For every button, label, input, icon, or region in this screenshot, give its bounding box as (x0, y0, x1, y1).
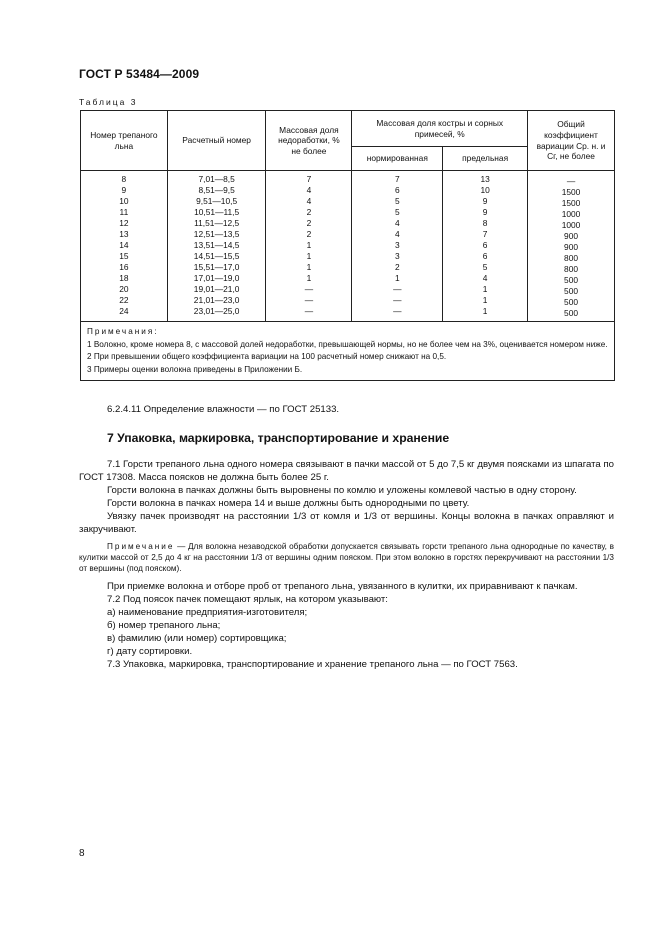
cell-limit: 10 (480, 185, 490, 195)
cell-number: 15 (119, 251, 129, 261)
note-text: — Для волокна незаводской обработки допускается связывать горсти трепаного льна однородные по качеству, в кулитки массой от 2,5 до 4 кг на расстоянии 1/3 от вершины одним пояском. При этом волокно в горстях перекручивают на расстоянии 1/3 от вершины (под пояском). (79, 542, 614, 574)
header-normalized: нормированная (352, 147, 443, 171)
cell-normalized: 4 (394, 229, 400, 239)
list-item: б) номер трепаного льна; (107, 619, 221, 631)
note-item: 3 Примеры оценки волокна приведены в Приложении Б. (87, 364, 303, 374)
cell-cv: 900 (564, 231, 579, 241)
paragraph: Увязку пачек производят на расстоянии 1/3 от комля и 1/3 от вершины. Концы волокна в пачках оправляют и закручивают. (79, 511, 614, 535)
cell-cv: 500 (564, 297, 579, 307)
cell-cv: 1000 (561, 220, 581, 230)
column-limit (443, 171, 528, 322)
cell-normalized: — (393, 284, 402, 294)
paragraph: 7.1 Горсти трепаного льна одного номера связывают в пачки массой от 5 до 7,5 кг двумя поясками из шпагата по ГОСТ 17308. Масса поясков не должна быть более 25 г. (79, 459, 614, 483)
cell-calc: 13,51—14,5 (193, 240, 240, 250)
header-calc-number: Расчетный номер (167, 111, 266, 171)
clause-moisture: 6.2.4.11 Определение влажности — по ГОСТ 25133. (107, 404, 340, 415)
header-cv: Общий коэффициент вариации Cр. н. и Cг, не более (528, 111, 615, 171)
cell-number: 11 (119, 207, 129, 217)
cell-underwork: 2 (306, 207, 312, 217)
paragraph: Горсти волокна в пачках должны быть выровнены по комлю и уложены комлевой частью в одну сторону. (107, 485, 577, 496)
table-notes (81, 322, 615, 381)
cell-cv: 900 (564, 242, 579, 252)
cell-calc: 23,01—25,0 (193, 306, 240, 316)
list-item: в) фамилию (или номер) сортировщика; (107, 632, 287, 644)
notes-title: Примечания: (87, 327, 159, 336)
cell-calc: 11,51—12,5 (194, 218, 240, 228)
cell-limit: 1 (482, 295, 488, 305)
cell-calc: 7,01—8,5 (198, 174, 235, 184)
note-item: 1 Волокно, кроме номера 8, с массовой долей недоработки, превышающей нормы, но не более чем на 3%, оценивается номером ниже. (87, 339, 608, 349)
column-calc-number (167, 171, 266, 322)
cell-underwork: — (304, 295, 314, 305)
cell-calc: 8,51—9,5 (198, 185, 235, 195)
cell-normalized: 5 (394, 207, 400, 217)
cell-normalized: 1 (394, 273, 400, 283)
cell-number: 18 (119, 273, 129, 283)
cell-calc: 17,01—19,0 (193, 273, 240, 283)
cell-normalized: 3 (394, 240, 400, 250)
cell-calc: 15,51—17,0 (193, 262, 240, 272)
cell-calc: 9,51—10,5 (196, 196, 238, 206)
cell-number: 22 (119, 295, 129, 305)
note-label: Примечание (107, 542, 175, 551)
section-7-body (79, 458, 614, 671)
cell-limit: 6 (482, 240, 488, 250)
cell-number: 24 (119, 306, 129, 316)
cell-limit: 1 (482, 284, 488, 294)
cell-underwork: — (304, 306, 314, 316)
paragraph: 7.2 Под поясок пачек помещают ярлык, на котором указывают: (107, 593, 388, 605)
cell-calc: 12,51—13,5 (193, 229, 240, 239)
cell-underwork: 7 (306, 174, 312, 184)
document-code: ГОСТ Р 53484—2009 (79, 67, 200, 81)
paragraph: При приемке волокна и отборе проб от трепаного льна, увязанного в кулитки, их приравнивают к пачкам. (107, 580, 578, 592)
column-number (81, 171, 168, 322)
cell-underwork: 1 (306, 262, 312, 272)
cell-underwork: 2 (306, 229, 312, 239)
cell-number: 16 (119, 262, 129, 272)
cell-number: 14 (119, 240, 129, 250)
cell-limit: 9 (482, 207, 488, 217)
column-normalized (352, 171, 443, 322)
cell-limit: 8 (482, 218, 488, 228)
header-number: Номер трепаного льна (81, 111, 168, 171)
cell-underwork: — (304, 284, 314, 294)
cell-cv: 1000 (561, 209, 581, 219)
cell-cv: 800 (564, 264, 579, 274)
cell-cv: 500 (564, 308, 579, 318)
cell-normalized: — (393, 306, 402, 316)
cell-number: 8 (121, 174, 127, 184)
cell-underwork: 1 (306, 240, 312, 250)
cell-cv: 500 (564, 275, 579, 285)
cell-limit: 13 (480, 174, 490, 184)
cell-normalized: 6 (394, 185, 400, 195)
cell-underwork: 2 (306, 218, 312, 228)
table-caption: Таблица 3 (79, 97, 138, 107)
column-cv (528, 171, 615, 322)
cell-calc: 19,01—21,0 (193, 284, 240, 294)
cell-limit: 9 (482, 196, 488, 206)
column-underwork (266, 171, 352, 322)
cell-normalized: 2 (394, 262, 400, 272)
cell-normalized: — (393, 295, 402, 305)
cell-limit: 4 (482, 273, 488, 283)
header-underwork: Массовая доля недоработки, % не более (266, 111, 352, 171)
cell-underwork: 4 (306, 196, 312, 206)
cell-calc: 10,51—11,5 (194, 207, 240, 217)
paragraph: 7.3 Упаковка, маркировка, транспортирование и хранение трепаного льна — по ГОСТ 7563. (107, 658, 518, 670)
page-number: 8 (79, 848, 85, 859)
cell-limit: 6 (482, 251, 488, 261)
cell-calc: 21,01—23,0 (193, 295, 240, 305)
header-shive-group: Массовая доля костры и сорных примесей, % (352, 111, 528, 147)
note-item: 2 При превышении общего коэффициента вариации на 100 расчетный номер снижают на 0,5. (87, 352, 447, 361)
cell-normalized: 4 (394, 218, 400, 228)
note-paragraph (79, 541, 614, 575)
cell-normalized: 5 (394, 196, 400, 206)
cell-cv: 500 (564, 286, 579, 296)
cell-normalized: 7 (394, 174, 400, 184)
cell-number: 10 (119, 196, 129, 206)
cell-number: 9 (121, 185, 127, 195)
flax-number-table (80, 110, 615, 381)
cell-cv: 800 (564, 253, 579, 263)
section-7-heading: 7 Упаковка, маркировка, транспортирование и хранение (107, 431, 450, 445)
cell-underwork: 1 (306, 251, 312, 261)
cell-cv: 1500 (561, 198, 581, 208)
cell-number: 12 (119, 218, 129, 228)
cell-normalized: 3 (394, 251, 400, 261)
cell-underwork: 1 (306, 273, 312, 283)
cell-limit: 5 (482, 262, 488, 272)
cell-cv: 1500 (561, 187, 581, 197)
header-limit: предельная (443, 147, 528, 171)
cell-number: 13 (119, 229, 129, 239)
cell-calc: 14,51—15,5 (193, 251, 240, 261)
cell-underwork: 4 (306, 185, 312, 195)
cell-cv: — (566, 176, 576, 186)
list-item: а) наименование предприятия-изготовителя; (107, 606, 308, 618)
cell-number: 20 (119, 284, 129, 294)
cell-limit: 7 (482, 229, 488, 239)
paragraph: Горсти волокна в пачках номера 14 и выше должны быть однородными по цвету. (107, 498, 470, 509)
cell-limit: 1 (482, 306, 488, 316)
list-item: г) дату сортировки. (107, 645, 193, 657)
